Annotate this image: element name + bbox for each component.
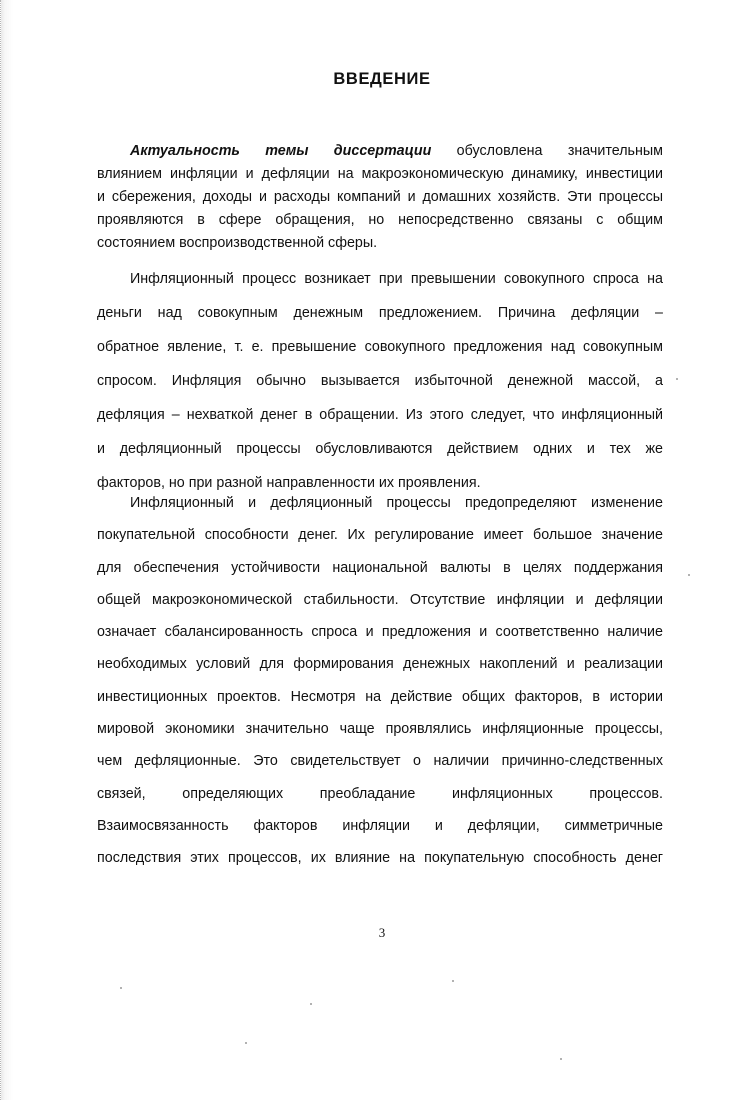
lead-line-rest: обусловлена значительным <box>456 143 663 159</box>
paragraph-line: состоянием воспроизводственной сферы. <box>97 235 378 251</box>
paragraph-line: общей макроэкономической стабильности. Отсутствие инфляции и дефляции <box>97 591 663 608</box>
scan-speck <box>560 1058 562 1060</box>
paragraph-line: влиянием инфляции и дефляции на макроэкономическую динамику, инвестиции <box>97 166 663 182</box>
paragraph-line: мировой экономики значительно чаще проявлялись инфляционные процессы, <box>97 721 663 738</box>
paragraph-line: и сбережения, доходы и расходы компаний и домашних хозяйств. Эти процессы <box>97 189 663 205</box>
paragraph-line: проявляются в сфере обращения, но непосредственно связаны с общим <box>97 212 663 228</box>
paragraph-relevance <box>97 140 663 255</box>
paragraph-line: Инфляционный и дефляционный процессы предопределяют изменение <box>130 495 663 511</box>
paragraph-line: инвестиционных проектов. Несмотря на действие общих факторов, в истории <box>97 688 663 705</box>
paragraph-line: чем дефляционные. Это свидетельствует о наличии причинно-следственных <box>97 753 663 770</box>
paragraph-line <box>97 140 663 163</box>
scan-speck <box>452 980 454 982</box>
paragraph-line: последствия этих процессов, их влияние на покупательную способность денег <box>97 850 663 867</box>
section-title: ВВЕДЕНИЕ <box>333 70 431 88</box>
paragraph-line: для обеспечения устойчивости национальной валюты в целях поддержания <box>97 559 663 576</box>
paragraph-line: и дефляционный процессы обусловливаются действием одних и тех же <box>97 441 663 457</box>
scan-speck <box>688 574 690 576</box>
paragraph-inflation-process <box>97 262 663 500</box>
paragraph-line: Взаимосвязанность факторов инфляции и дефляции, симметричные <box>97 817 663 834</box>
paragraph-line: деньги над совокупным денежным предложением. Причина дефляции – <box>97 305 663 321</box>
scan-speck <box>310 1003 312 1005</box>
scan-speck <box>245 1042 247 1044</box>
paragraph-line: покупательной способности денег. Их регулирование имеет большое значение <box>97 527 663 544</box>
paragraph-line: необходимых условий для формирования денежных накоплений и реализации <box>97 656 663 673</box>
paragraph-line: спросом. Инфляция обычно вызывается избыточной денежной массой, а <box>97 373 663 389</box>
scan-speck <box>676 378 678 380</box>
paragraph-line: обратное явление, т. е. превышение совокупного предложения над совокупным <box>97 339 663 355</box>
lead-phrase: Актуальность темы диссертации <box>130 143 432 159</box>
scan-speck <box>120 987 122 989</box>
paragraph-line: связей, определяющих преобладание инфляционных процессов. <box>97 785 663 802</box>
paragraph-line: Инфляционный процесс возникает при превышении совокупного спроса на <box>130 271 663 287</box>
page-number: 3 <box>378 925 386 940</box>
paragraph-line: означает сбалансированность спроса и предложения и соответственно наличие <box>97 624 663 641</box>
paragraph-purchasing-power <box>97 487 663 875</box>
paragraph-line: факторов, но при разной направленности их проявления. <box>97 475 481 491</box>
paragraph-line: дефляция – нехваткой денег в обращении. Из этого следует, что инфляционный <box>97 407 663 423</box>
